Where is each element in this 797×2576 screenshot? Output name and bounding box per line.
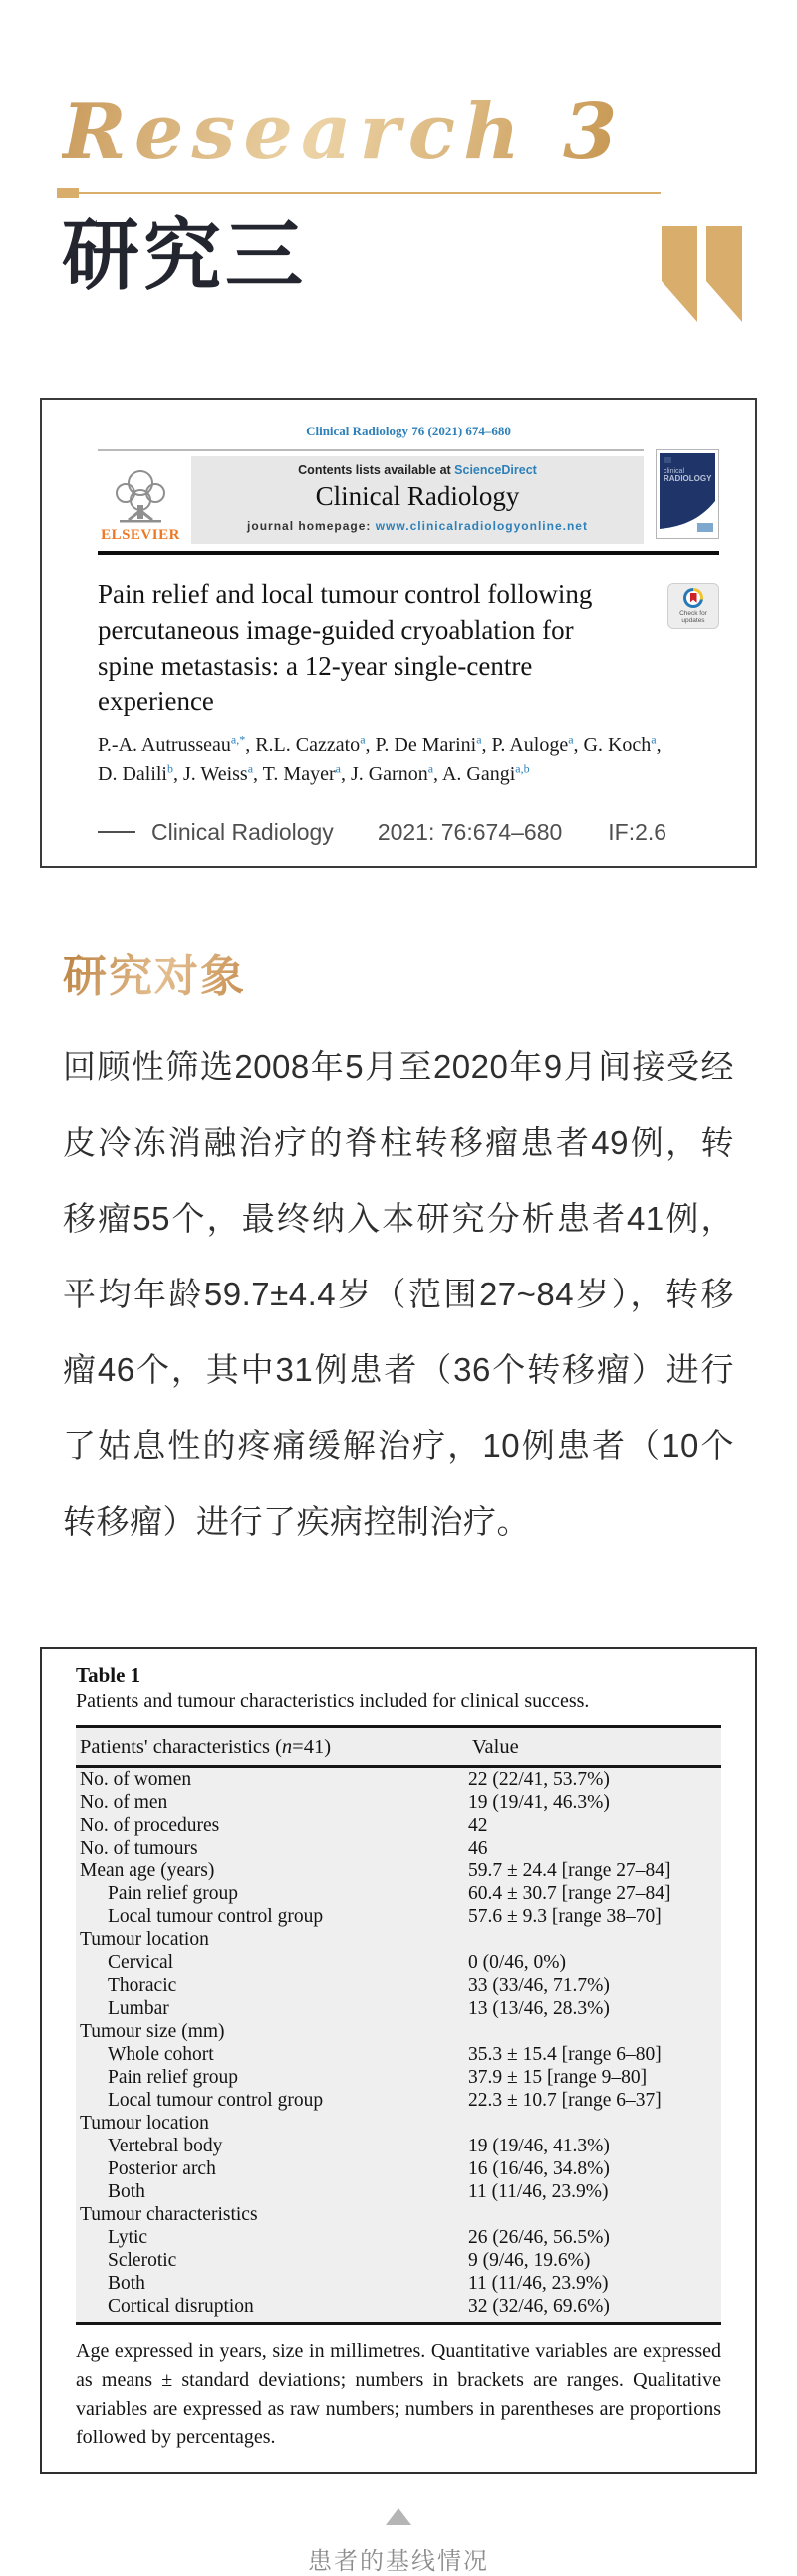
table-row xyxy=(76,2203,721,2226)
row-label: Tumour location xyxy=(80,1928,209,1950)
journal-masthead xyxy=(191,456,644,544)
check-for-updates-badge[interactable] xyxy=(667,583,719,629)
row-label: No. of procedures xyxy=(80,1814,220,1836)
row-value: 32 (32/46, 69.6%) xyxy=(468,2295,610,2317)
elsevier-logo xyxy=(98,456,183,544)
row-label: Both xyxy=(108,2180,145,2202)
table-row xyxy=(76,2112,721,2135)
row-label: Lytic xyxy=(108,2226,148,2248)
row-value: 33 (33/46, 71.7%) xyxy=(468,1974,610,1996)
row-label: No. of tumours xyxy=(80,1837,198,1859)
table-row xyxy=(76,1951,721,1974)
hero-script-title: Research 3 xyxy=(62,87,626,177)
author-name: G. Koch xyxy=(583,733,652,756)
row-value: 46 xyxy=(468,1837,488,1859)
author-affiliation-sup: a xyxy=(476,732,482,747)
journal-header xyxy=(98,449,719,544)
closing-quote-icon xyxy=(653,226,742,322)
table-row xyxy=(76,2180,721,2203)
author-affiliation-sup: a xyxy=(335,761,341,776)
row-value: 19 (19/46, 41.3%) xyxy=(468,2135,610,2156)
author-name: D. Dalili xyxy=(98,762,167,785)
author-name: P.-A. Autrusseau xyxy=(98,733,231,756)
patients-table xyxy=(76,1725,721,2325)
row-value xyxy=(468,2020,721,2043)
up-triangle-icon xyxy=(386,2508,411,2525)
row-value: 0 (0/46, 0%) xyxy=(468,1951,567,1973)
table-card xyxy=(40,1647,757,2474)
journal-citation-top: Clinical Radiology 76 (2021) 674–680 xyxy=(306,424,511,439)
author-list: P.-A. Autrusseau$^{a,*}$, R.L. Cazzato$^a$, P. De Marini$^a$, P. Auloge$^a$, G. Koch$^a$, D. Dalili$^b$, J. Weiss$^a$, T. Mayer$^a$, J. Garnon$^a$, A. Gangi$^{a,b}$ xyxy=(98,732,662,785)
row-label: Local tumour control group xyxy=(108,1905,324,1927)
author-name: J. Weiss xyxy=(183,762,248,785)
section-paragraph: 回顾性筛选2008年5月至2020年9月间接受经皮冷冻消融治疗的脊柱转移瘤患者49例，转移瘤55个，最终纳入本研究分析患者41例，平均年龄59.7±4.4岁（范围27~84岁），转移瘤46个，其中31例患者（36个转移瘤）进行了姑息性的疼痛缓解治疗，10例患者（10个转移瘤）进行了疾病控制治疗。 xyxy=(63,1047,734,1540)
hero-divider xyxy=(57,187,661,199)
table-row xyxy=(76,2135,721,2157)
table-row xyxy=(76,2089,721,2112)
author-name: R.L. Cazzato xyxy=(255,733,361,756)
row-value: 13 (13/46, 28.3%) xyxy=(468,1997,610,2019)
author-affiliation-sup: a xyxy=(568,732,574,747)
row-label: Vertebral body xyxy=(108,2135,223,2156)
study-section xyxy=(0,868,797,1560)
table-head xyxy=(76,1726,721,1766)
figure-caption: 患者的基线情况 xyxy=(308,2547,489,2575)
paper-title-row xyxy=(98,577,719,719)
row-label: No. of men xyxy=(80,1791,168,1813)
figure-footer xyxy=(0,2508,797,2576)
row-label: Thoracic xyxy=(108,1974,177,1996)
row-value: 59.7 ± 24.4 [range 27–84] xyxy=(468,1860,671,1881)
citation-line xyxy=(98,819,719,846)
table-row xyxy=(76,2066,721,2089)
table-body xyxy=(76,1766,721,2323)
author-name: A. Gangi xyxy=(441,762,516,785)
row-value: 22 (22/41, 53.7%) xyxy=(468,1768,610,1790)
row-value: 26 (26/46, 56.5%) xyxy=(468,2226,610,2248)
table-row xyxy=(76,2043,721,2066)
table-row xyxy=(76,2272,721,2295)
row-label: Cervical xyxy=(108,1951,174,1973)
row-label: Sclerotic xyxy=(108,2249,177,2271)
row-label: Lumbar xyxy=(108,1997,169,2019)
author-name: T. Mayer xyxy=(262,762,336,785)
journal-header-left xyxy=(98,449,644,544)
table-row xyxy=(76,1860,721,1882)
table-caption: Patients and tumour characteristics included for clinical success. xyxy=(76,1689,590,1712)
row-label: Tumour characteristics xyxy=(80,2203,258,2225)
paper-title: Pain relief and local tumour control following percutaneous image-guided cryoablation for spine metastasis: a 12-year single-centre experience xyxy=(98,579,593,716)
table-row xyxy=(76,1928,721,1951)
citation-journal: Clinical Radiology xyxy=(151,818,334,845)
row-label: Local tumour control group xyxy=(108,2089,324,2111)
row-value: 19 (19/41, 46.3%) xyxy=(468,1791,610,1813)
row-label: Tumour size (mm) xyxy=(80,2020,225,2042)
journal-name: Clinical Radiology xyxy=(315,481,520,512)
author-affiliation-sup: a,* xyxy=(230,732,246,747)
section-heading: 研究对象 xyxy=(63,940,246,1003)
table-row xyxy=(76,1905,721,1928)
crossmark-icon xyxy=(683,588,703,608)
row-value xyxy=(468,2112,721,2135)
author-name: J. Garnon xyxy=(350,762,428,785)
table-footnote: Age expressed in years, size in millimetres. Quantitative variables are expressed as means ± standard deviations; numbers in brackets are ranges. Qualitative variables are expressed as raw numbers; numbers in parentheses are proportions followed by percentages. xyxy=(76,2339,721,2448)
table-row xyxy=(76,1791,721,1814)
author-affiliation-sup: a,b xyxy=(515,761,530,776)
row-label: No. of women xyxy=(80,1768,192,1790)
quote-comma-icon xyxy=(662,226,697,322)
row-value xyxy=(468,2203,721,2226)
author-affiliation-sup: a xyxy=(427,761,434,776)
table-row xyxy=(76,1837,721,1860)
row-value: 57.6 ± 9.3 [range 38–70] xyxy=(468,1905,662,1927)
row-label: Tumour location xyxy=(80,2112,209,2134)
citation-impact-factor: IF:2.6 xyxy=(608,818,667,845)
author-affiliation-sup: a xyxy=(360,732,366,747)
divider-line xyxy=(79,192,661,194)
hero-section xyxy=(0,0,797,298)
contents-prefix: Contents lists available at xyxy=(298,463,455,478)
row-label: Whole cohort xyxy=(108,2043,214,2065)
table-row xyxy=(76,1882,721,1905)
table-row xyxy=(76,1766,721,1791)
row-value: 22.3 ± 10.7 [range 6–37] xyxy=(468,2089,662,2111)
table-row xyxy=(76,2295,721,2324)
author-name: P. De Marini xyxy=(375,733,477,756)
quote-comma-icon xyxy=(706,226,742,322)
column-header-characteristics: Patients' characteristics (n=41) xyxy=(80,1735,332,1758)
row-value: 37.9 ± 15 [range 9–80] xyxy=(468,2066,648,2088)
row-label: Pain relief group xyxy=(108,1882,239,1904)
row-value: 11 (11/46, 23.9%) xyxy=(468,2272,609,2294)
row-value xyxy=(468,1928,721,1951)
row-label: Pain relief group xyxy=(108,2066,239,2088)
row-label: Mean age (years) xyxy=(80,1860,215,1881)
paper-card xyxy=(40,398,757,868)
table-row xyxy=(76,2249,721,2272)
journal-cover-thumbnail xyxy=(656,449,719,544)
row-label: Both xyxy=(108,2272,145,2294)
row-value: 60.4 ± 30.7 [range 27–84] xyxy=(468,1882,671,1904)
author-affiliation-sup: a xyxy=(247,761,254,776)
homepage-prefix: journal homepage: xyxy=(247,519,376,534)
table-row xyxy=(76,1814,721,1837)
row-label: Cortical disruption xyxy=(108,2295,254,2317)
author-name: P. Auloge xyxy=(491,733,569,756)
contents-line xyxy=(197,463,638,477)
row-value: 42 xyxy=(468,1814,488,1836)
row-value: 35.3 ± 15.4 [range 6–80] xyxy=(468,2043,662,2065)
author-affiliation-sup: b xyxy=(167,761,173,776)
sciencedirect-link[interactable]: ScienceDirect xyxy=(454,463,537,478)
masthead-rule xyxy=(98,551,719,555)
table-row xyxy=(76,1997,721,2020)
table-row xyxy=(76,1974,721,1997)
table-row xyxy=(76,2020,721,2043)
table-row xyxy=(76,2226,721,2249)
check-badge-text: Check for updates xyxy=(679,609,707,625)
table-title: Table 1 xyxy=(76,1662,141,1687)
ribbon-icon xyxy=(690,593,697,603)
svg-text:clinical: clinical xyxy=(664,468,685,476)
journal-homepage-link[interactable]: www.clinicalradiologyonline.net xyxy=(375,519,588,534)
column-header-value: Value xyxy=(472,1735,519,1758)
row-value: 11 (11/46, 23.9%) xyxy=(468,2180,609,2202)
page-title: 研究三 xyxy=(62,211,308,299)
homepage-line xyxy=(197,519,638,533)
divider-square xyxy=(57,188,79,198)
citation-dash xyxy=(98,831,135,833)
citation-volume: 2021: 76:674–680 xyxy=(377,818,563,845)
elsevier-tree-icon xyxy=(108,467,173,525)
elsevier-wordmark: ELSEVIER xyxy=(101,527,180,544)
svg-text:RADIOLOGY: RADIOLOGY xyxy=(664,474,712,484)
author-affiliation-sup: a xyxy=(651,732,657,747)
table-row xyxy=(76,2157,721,2180)
row-label: Posterior arch xyxy=(108,2157,216,2179)
row-value: 16 (16/46, 34.8%) xyxy=(468,2157,610,2179)
row-value: 9 (9/46, 19.6%) xyxy=(468,2249,591,2271)
